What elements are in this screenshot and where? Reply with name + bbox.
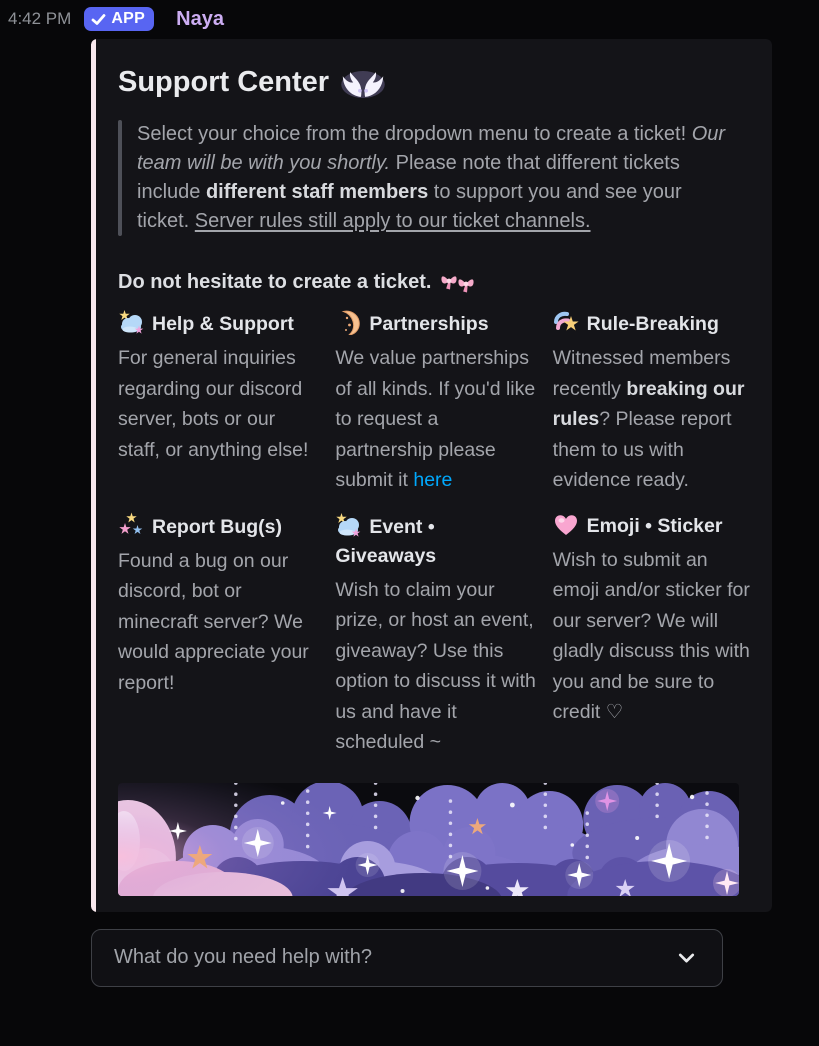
- pink-heart-emoji-icon: [553, 513, 579, 537]
- field-name: [118, 309, 321, 339]
- angel-wings-emoji-icon: [340, 70, 386, 99]
- blockquote-bar: [118, 120, 122, 236]
- field-name-text: Report Bug(s): [152, 515, 282, 538]
- shooting-star-emoji-icon: [553, 309, 579, 335]
- field-body-text: ? Please report them to us with evidence ready.: [552, 408, 732, 491]
- field-name: [553, 512, 756, 541]
- field-body: Wish to claim your prize, or host an event, giveaway? Use this option to discuss it with us and have it scheduled ~: [335, 578, 536, 753]
- field-body-text: Witnessed members recently: [552, 347, 731, 400]
- field-body: [335, 343, 538, 496]
- chevron-down-icon[interactable]: [673, 944, 700, 971]
- cloud-stars-emoji-icon: [118, 309, 144, 335]
- embed-description: [137, 120, 737, 236]
- field-name-text: Event • Giveaways: [335, 515, 437, 567]
- app-badge: [84, 7, 154, 31]
- field-body: [553, 343, 756, 496]
- field-help-support: [118, 309, 321, 496]
- field-name-text: Partnerships: [369, 313, 489, 335]
- username[interactable]: Naya: [176, 7, 224, 30]
- pink-bows-emoji-icon: [440, 269, 476, 295]
- field-body: Found a bug on our discord, bot or minecraft server? We would appreciate your report!: [118, 549, 309, 694]
- check-icon: [91, 12, 106, 27]
- description-bold: different staff members: [205, 181, 429, 203]
- cloud-stars-emoji-icon: [335, 512, 361, 538]
- crescent-moon-emoji-icon: [335, 309, 361, 335]
- field-body-bold: breaking our rules: [552, 377, 745, 430]
- clouds-stars-banner-image: [118, 783, 739, 896]
- description-italic: Our team will be with you shortly.: [137, 123, 726, 174]
- message-timestamp: 4:42 PM: [8, 9, 72, 28]
- embed-fields-grid: [118, 309, 756, 758]
- callout-text: Do not hesitate to create a ticket.: [118, 270, 432, 293]
- sparkle-stars-emoji-icon: [118, 512, 144, 538]
- field-name-text: Rule-Breaking: [586, 313, 719, 335]
- field-name: [118, 512, 321, 542]
- field-body: Wish to submit an emoji and/or sticker for our server? We will gladly discuss this with you and be sure to credit ♡: [552, 548, 750, 723]
- here-link[interactable]: here: [413, 469, 453, 491]
- field-emoji-sticker: [553, 512, 756, 758]
- field-rule-breaking: [553, 309, 756, 496]
- field-event-giveaways: [335, 512, 538, 758]
- field-name: [335, 309, 538, 339]
- embed-title-text: Support Center: [118, 66, 330, 98]
- field-body-text: We value partnerships of all kinds. If you'd like to request a partnership please submit it: [335, 347, 536, 491]
- description-part3: to support you and see your ticket.: [137, 181, 682, 232]
- field-name: [553, 309, 756, 339]
- field-body: For general inquiries regarding our discord server, bots or our staff, or anything else!: [118, 347, 309, 461]
- embed-body: [96, 39, 772, 912]
- support-center-embed: [91, 39, 772, 912]
- app-badge-label: APP: [111, 10, 146, 27]
- field-name-text: Help & Support: [152, 313, 294, 335]
- field-report-bugs: [118, 512, 321, 758]
- field-name-text: Emoji • Sticker: [586, 514, 723, 537]
- field-name: [335, 512, 538, 571]
- embed-callout: [118, 269, 756, 295]
- ticket-select-menu[interactable]: [91, 929, 723, 987]
- select-placeholder: What do you need help with?: [114, 946, 372, 968]
- description-underlined: Server rules still apply to our ticket channels.: [194, 210, 591, 232]
- description-part1: Select your choice from the dropdown menu to create a ticket!: [137, 123, 692, 145]
- field-partnerships: [335, 309, 538, 496]
- embed-description-blockquote: [118, 120, 756, 236]
- embed-title: [118, 66, 756, 99]
- message-header: [0, 0, 819, 31]
- description-part2: Please note that different tickets include: [137, 152, 680, 203]
